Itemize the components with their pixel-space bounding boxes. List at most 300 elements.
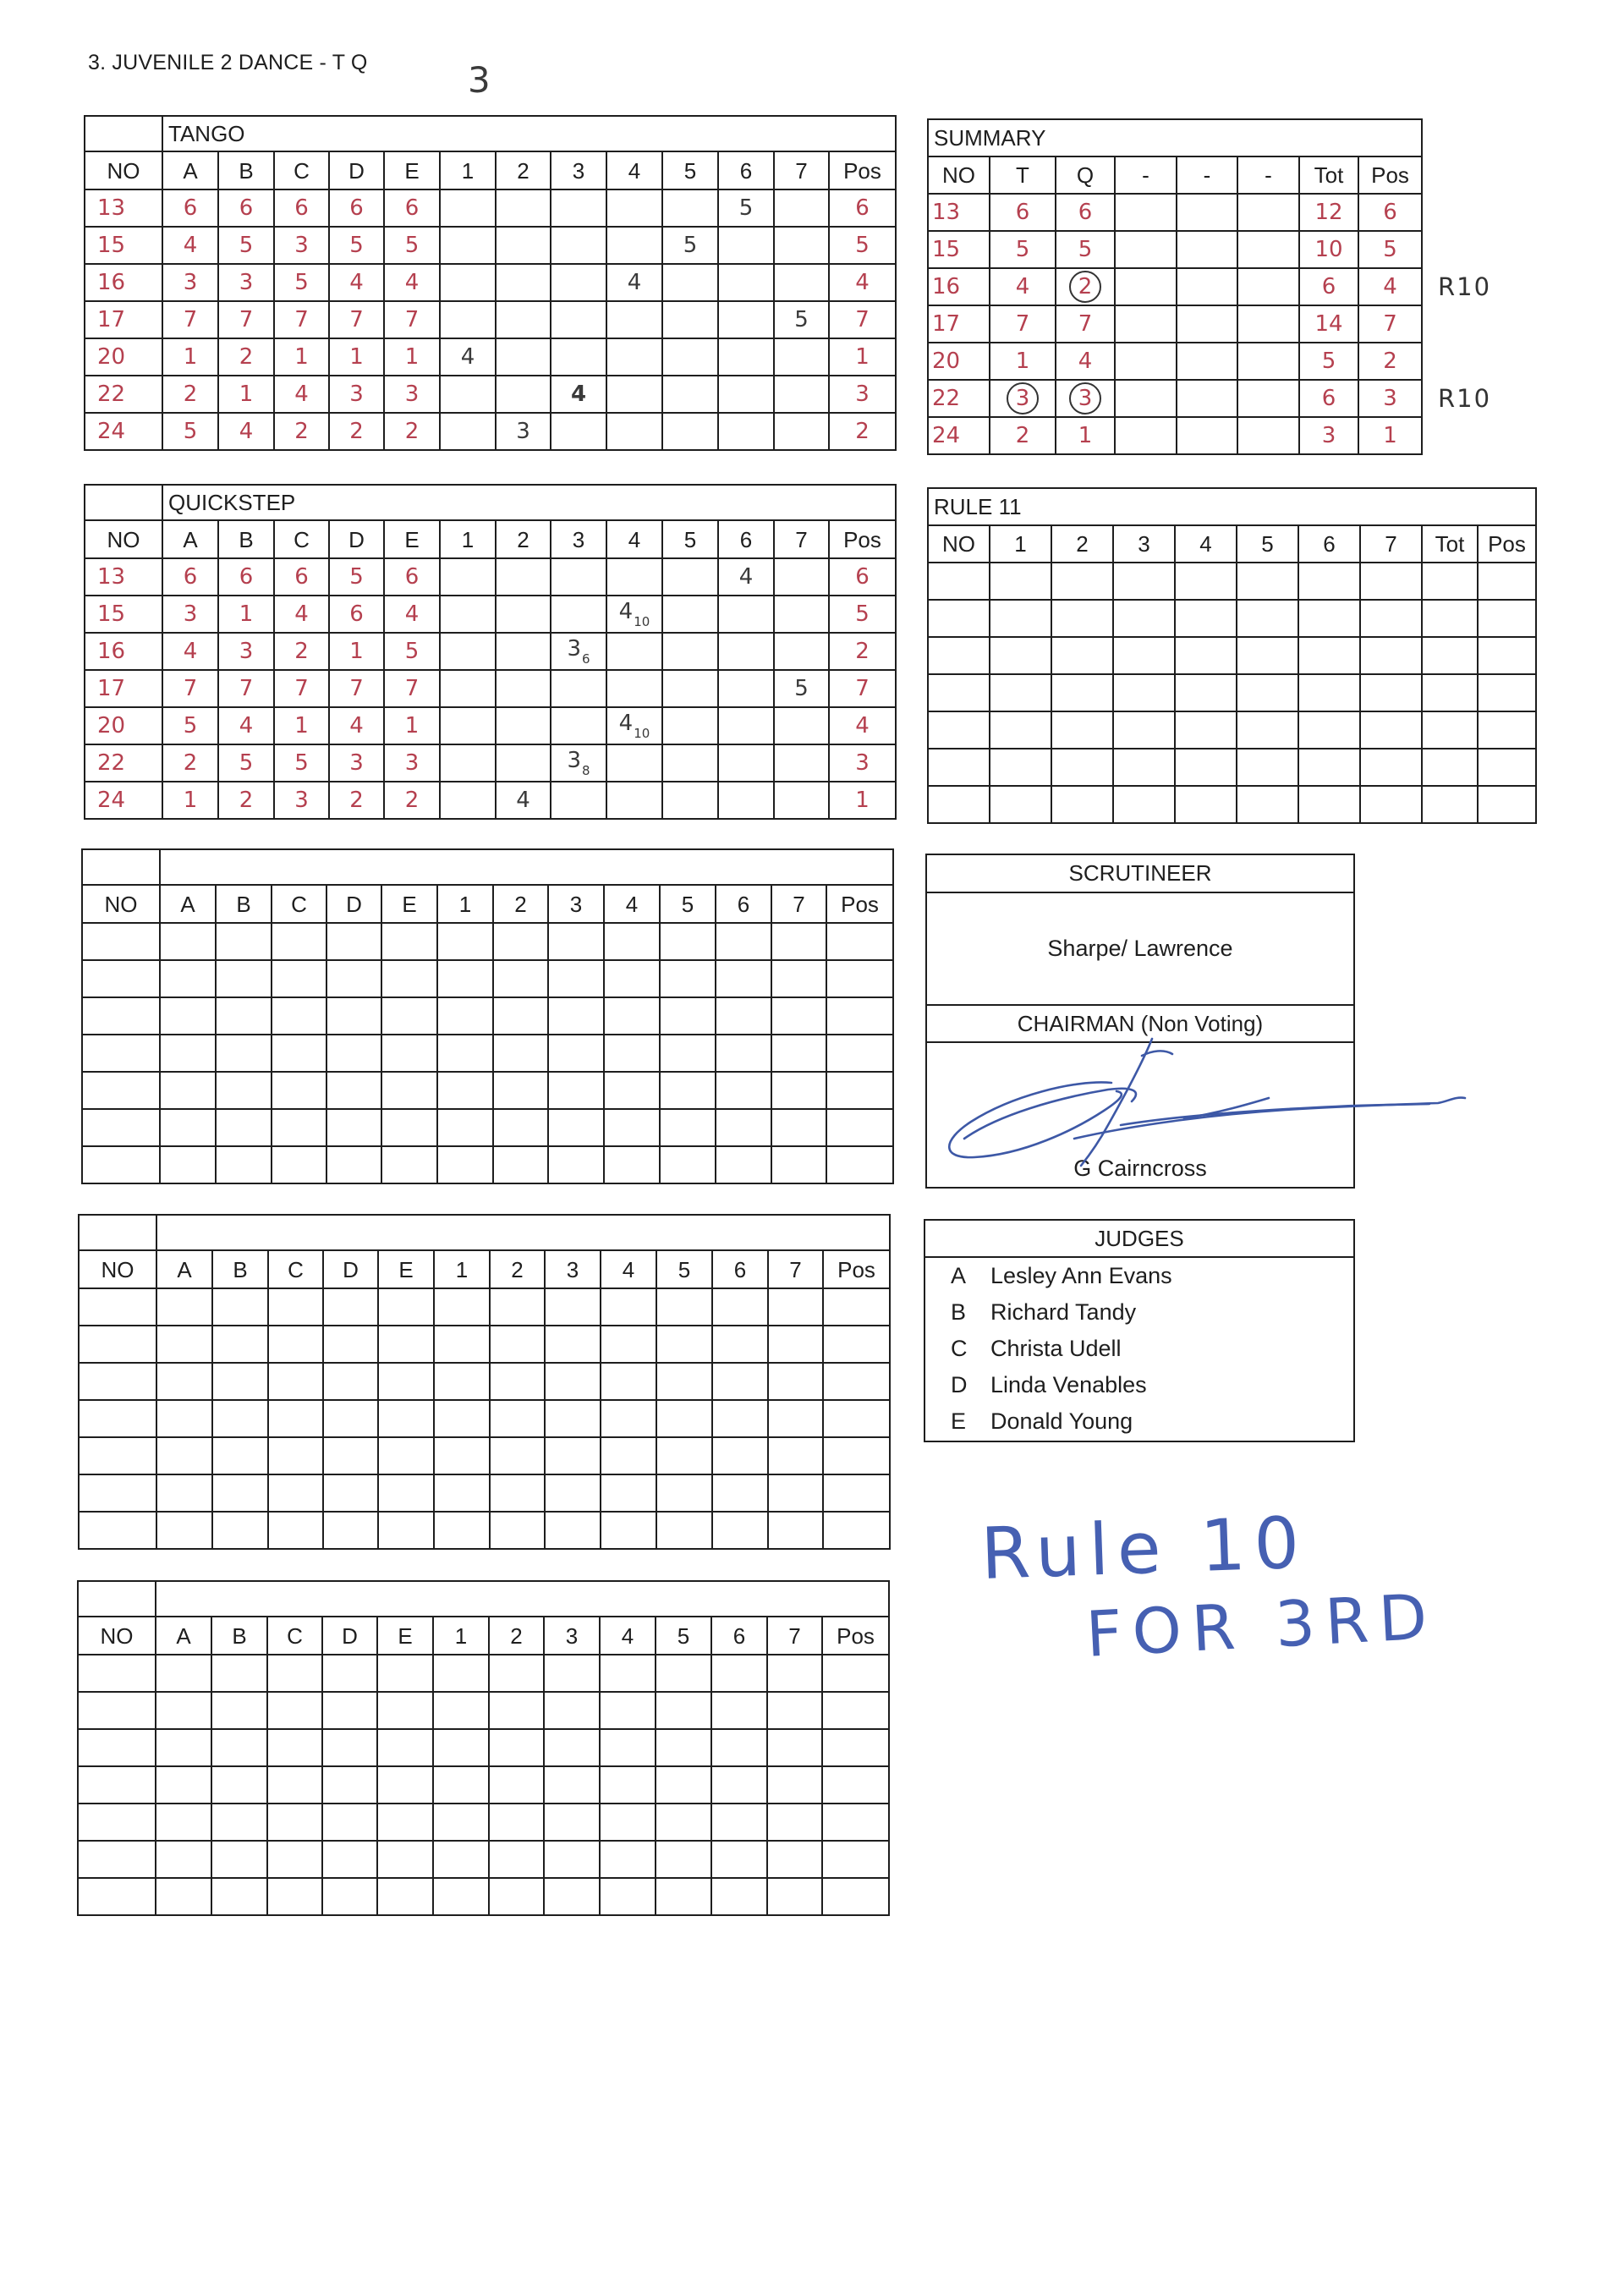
empty-cell — [1177, 417, 1237, 454]
count-value: 5 — [738, 195, 754, 221]
majority-count-cell — [551, 413, 606, 450]
dance-title-blank — [160, 849, 893, 885]
majority-count-cell — [434, 1326, 490, 1363]
empty-cell — [1298, 711, 1360, 749]
majority-count-cell — [551, 376, 606, 413]
column-header: 4 — [606, 520, 662, 558]
majority-count-cell — [660, 1072, 716, 1109]
final-position: 2 — [1358, 343, 1422, 380]
competitor-number: 15 — [85, 227, 162, 264]
judge-mark: 7 — [384, 301, 440, 338]
judge-mark: 7 — [162, 301, 218, 338]
majority-count-cell — [771, 1072, 826, 1109]
majority-count-cell — [548, 1072, 604, 1109]
column-header: 2 — [493, 885, 548, 923]
majority-count-cell — [493, 997, 548, 1035]
competitor-number — [78, 1655, 156, 1692]
judge-mark — [272, 1072, 326, 1109]
column-header: 7 — [768, 1250, 823, 1288]
majority-count-cell — [545, 1512, 601, 1549]
majority-count-cell — [656, 1437, 712, 1474]
majority-count-cell — [545, 1437, 601, 1474]
column-header: 3 — [548, 885, 604, 923]
judge-mark — [267, 1655, 322, 1692]
majority-count-cell — [768, 1437, 823, 1474]
judge-mark: 5 — [329, 227, 384, 264]
majority-count-cell — [767, 1655, 822, 1692]
placing — [826, 923, 893, 960]
judge-mark: 6 — [329, 596, 384, 633]
majority-count-cell — [437, 960, 493, 997]
dance-placing — [1056, 380, 1115, 417]
judge-row — [925, 1403, 1353, 1440]
judge-mark: 6 — [162, 189, 218, 227]
majority-count-cell — [496, 670, 551, 707]
majority-count-cell — [718, 227, 774, 264]
count-value: 5 — [794, 307, 809, 332]
count-value: 3 — [567, 635, 581, 662]
judge-mark — [381, 1109, 437, 1146]
judge-mark — [267, 1878, 322, 1915]
judge-mark — [377, 1766, 433, 1804]
majority-count-cell — [662, 301, 718, 338]
table-row — [928, 563, 1536, 600]
judge-mark — [381, 1072, 437, 1109]
majority-count-cell — [496, 782, 551, 819]
judge-mark — [216, 1072, 272, 1109]
judge-mark — [156, 1400, 212, 1437]
judge-mark — [216, 1109, 272, 1146]
judge-mark — [160, 1072, 216, 1109]
judge-row — [925, 1258, 1353, 1294]
judge-mark — [212, 1288, 268, 1326]
majority-count-cell — [489, 1878, 544, 1915]
competitor-number — [82, 1109, 160, 1146]
placing — [823, 1474, 890, 1512]
empty-cell — [1237, 637, 1298, 674]
judge-mark — [326, 923, 381, 960]
majority-count-cell — [496, 376, 551, 413]
majority-count-cell — [768, 1474, 823, 1512]
judge-mark — [323, 1512, 378, 1549]
empty-cell — [1051, 786, 1113, 823]
judge-mark — [156, 1474, 212, 1512]
majority-count-cell — [662, 413, 718, 450]
competitor-number: 24 — [928, 417, 990, 454]
judge-mark — [381, 1146, 437, 1183]
empty-cell — [1051, 674, 1113, 711]
empty-cell — [990, 711, 1051, 749]
majority-count-cell — [604, 923, 660, 960]
column-header: 4 — [606, 151, 662, 189]
judge-mark: 2 — [384, 782, 440, 819]
majority-count-cell — [434, 1512, 490, 1549]
placing: 3 — [829, 744, 896, 782]
majority-count-cell — [774, 301, 829, 338]
majority-count-cell — [656, 1474, 712, 1512]
judge-mark: 5 — [274, 744, 329, 782]
blank-scoresheet-table — [81, 848, 894, 1184]
column-header: B — [216, 885, 272, 923]
column-header: C — [274, 520, 329, 558]
majority-count-cell — [551, 633, 606, 670]
column-header: E — [377, 1617, 433, 1655]
column-header: 2 — [1051, 525, 1113, 563]
majority-count-cell — [434, 1363, 490, 1400]
majority-count-cell — [606, 413, 662, 450]
majority-count-cell — [711, 1692, 767, 1729]
judges-box — [924, 1219, 1355, 1442]
circled-placing: 3 — [1007, 382, 1039, 415]
table-row — [928, 343, 1422, 380]
empty-cell — [1051, 637, 1113, 674]
column-header: Pos — [826, 885, 893, 923]
table-row — [79, 1288, 890, 1326]
empty-cell — [1113, 637, 1175, 674]
judge-mark: 5 — [384, 633, 440, 670]
placing — [822, 1692, 889, 1729]
majority-count-cell — [493, 923, 548, 960]
judge-mark: 2 — [274, 413, 329, 450]
column-header: 6 — [1298, 525, 1360, 563]
majority-count-cell — [437, 1146, 493, 1183]
judge-mark — [322, 1692, 377, 1729]
judge-mark — [323, 1474, 378, 1512]
judge-mark — [211, 1804, 267, 1841]
empty-cell — [1177, 343, 1237, 380]
rule-10-note: R10 — [1438, 384, 1492, 413]
majority-count-cell — [712, 1400, 768, 1437]
empty-cell — [1113, 749, 1175, 786]
competitor-number — [82, 997, 160, 1035]
column-header: NO — [928, 156, 990, 194]
competitor-number — [79, 1437, 156, 1474]
judge-mark — [323, 1437, 378, 1474]
majority-count-cell — [440, 744, 496, 782]
placing — [822, 1655, 889, 1692]
empty-cell — [990, 674, 1051, 711]
majority-count-cell — [712, 1512, 768, 1549]
judge-row — [925, 1294, 1353, 1331]
majority-count-cell — [600, 1804, 656, 1841]
majority-count-cell — [496, 227, 551, 264]
majority-count-cell — [496, 707, 551, 744]
column-header: 3 — [545, 1250, 601, 1288]
majority-count-cell — [767, 1804, 822, 1841]
judge-mark — [216, 997, 272, 1035]
judge-mark — [156, 1692, 211, 1729]
column-header: 4 — [1175, 525, 1237, 563]
majority-count-cell — [551, 227, 606, 264]
judge-mark: 3 — [274, 227, 329, 264]
majority-count-cell — [656, 1512, 712, 1549]
judge-name: Christa Udell — [990, 1336, 1122, 1361]
majority-count-cell — [437, 923, 493, 960]
majority-count-cell — [601, 1288, 656, 1326]
judge-mark — [156, 1729, 211, 1766]
majority-count-cell — [604, 1146, 660, 1183]
final-position: 1 — [1358, 417, 1422, 454]
empty-cell — [1237, 417, 1299, 454]
majority-count-cell — [496, 744, 551, 782]
empty-cell — [1237, 674, 1298, 711]
judge-mark — [160, 923, 216, 960]
majority-count-cell — [718, 633, 774, 670]
judge-mark: 1 — [329, 338, 384, 376]
handwritten-event-number: 3 — [468, 59, 491, 101]
placing: 5 — [829, 227, 896, 264]
rule-11-title: RULE 11 — [928, 488, 1536, 525]
judge-mark — [268, 1326, 323, 1363]
judge-mark: 4 — [274, 376, 329, 413]
column-header: D — [329, 151, 384, 189]
competitor-number — [79, 1400, 156, 1437]
table-row — [82, 1109, 893, 1146]
judge-mark — [326, 960, 381, 997]
dance-placing: 1 — [990, 343, 1056, 380]
column-header: D — [329, 520, 384, 558]
majority-count-cell — [606, 301, 662, 338]
judge-mark: 7 — [384, 670, 440, 707]
competitor-number: 16 — [85, 264, 162, 301]
table-row — [82, 1146, 893, 1183]
column-header: 4 — [604, 885, 660, 923]
judge-mark — [268, 1400, 323, 1437]
judge-mark — [322, 1766, 377, 1804]
competitor-number — [82, 923, 160, 960]
majority-count-cell — [660, 1035, 716, 1072]
majority-count-cell — [440, 413, 496, 450]
competitor-number — [78, 1729, 156, 1766]
quickstep-scoresheet-table — [84, 484, 897, 820]
competitor-number — [79, 1474, 156, 1512]
majority-count-cell — [771, 960, 826, 997]
majority-count-cell — [711, 1729, 767, 1766]
judge-mark — [156, 1766, 211, 1804]
majority-count-cell — [771, 1146, 826, 1183]
judge-mark: 7 — [162, 670, 218, 707]
judge-mark — [212, 1326, 268, 1363]
column-header-row — [928, 156, 1422, 194]
majority-count-cell — [662, 633, 718, 670]
judge-mark — [323, 1326, 378, 1363]
column-header: NO — [85, 520, 162, 558]
majority-count-cell — [433, 1729, 489, 1766]
majority-count-cell — [440, 596, 496, 633]
column-header: 6 — [718, 151, 774, 189]
table-title-row — [85, 116, 896, 151]
majority-count-cell — [662, 782, 718, 819]
empty-cell — [1177, 380, 1237, 417]
majority-count-cell — [771, 1109, 826, 1146]
majority-count-cell — [718, 413, 774, 450]
competitor-number — [78, 1878, 156, 1915]
count-subscript: 10 — [634, 725, 650, 741]
judge-mark — [267, 1766, 322, 1804]
majority-count-cell — [711, 1766, 767, 1804]
dance-placing: 5 — [1056, 231, 1115, 268]
placing — [822, 1878, 889, 1915]
majority-count-cell — [656, 1692, 711, 1729]
majority-count-cell — [656, 1363, 712, 1400]
majority-count-cell — [440, 707, 496, 744]
judge-mark: 3 — [218, 264, 274, 301]
majority-count-cell — [768, 1288, 823, 1326]
empty-cell — [1051, 563, 1113, 600]
column-header: 3 — [544, 1617, 600, 1655]
judge-mark: 4 — [384, 596, 440, 633]
count-value: 4 — [738, 564, 754, 590]
judge-mark: 4 — [329, 264, 384, 301]
dance-placing — [1056, 268, 1115, 305]
column-header: NO — [79, 1250, 156, 1288]
table-row — [85, 264, 896, 301]
table-row — [79, 1474, 890, 1512]
majority-count-cell — [545, 1363, 601, 1400]
judge-mark — [212, 1437, 268, 1474]
table-row — [78, 1804, 889, 1841]
judge-mark — [378, 1326, 434, 1363]
table-row — [85, 596, 896, 633]
empty-cell — [1478, 674, 1536, 711]
majority-count-cell — [656, 1288, 712, 1326]
judge-mark: 7 — [274, 301, 329, 338]
majority-count-cell — [434, 1474, 490, 1512]
competitor-number — [79, 1363, 156, 1400]
table-row — [85, 744, 896, 782]
judge-mark — [322, 1841, 377, 1878]
majority-count-cell — [771, 923, 826, 960]
competitor-number: 20 — [85, 338, 162, 376]
column-header: Q — [1056, 156, 1115, 194]
count-value: 4 — [460, 344, 475, 370]
count-subscript: 6 — [582, 651, 590, 667]
column-header: C — [268, 1250, 323, 1288]
table-row — [79, 1512, 890, 1549]
table-row — [79, 1437, 890, 1474]
empty-cell — [928, 711, 990, 749]
chairman-name: G Cairncross — [1073, 1156, 1207, 1181]
table-row — [78, 1841, 889, 1878]
column-header: 5 — [656, 1617, 711, 1655]
judge-mark — [323, 1363, 378, 1400]
competitor-number: 20 — [928, 343, 990, 380]
dance-title: TANGO — [162, 116, 896, 151]
majority-count-cell — [606, 264, 662, 301]
judge-mark — [267, 1692, 322, 1729]
blank-scoresheet-table — [78, 1214, 891, 1550]
empty-cell — [1177, 268, 1237, 305]
handwritten-note-line-1: Rule 10 — [979, 1501, 1309, 1595]
placing — [826, 1146, 893, 1183]
empty-cell — [1478, 563, 1536, 600]
judge-mark — [211, 1878, 267, 1915]
majority-count-cell — [606, 338, 662, 376]
judge-mark: 3 — [329, 376, 384, 413]
judge-mark — [267, 1729, 322, 1766]
majority-count-cell — [551, 189, 606, 227]
column-header: 3 — [551, 520, 606, 558]
judge-mark: 7 — [274, 670, 329, 707]
majority-count-cell — [656, 1841, 711, 1878]
majority-count-cell — [606, 670, 662, 707]
majority-count-cell — [774, 596, 829, 633]
judge-mark — [272, 1146, 326, 1183]
table-title-row — [82, 849, 893, 885]
empty-cell — [1422, 563, 1478, 600]
majority-count-cell — [489, 1729, 544, 1766]
dance-placing: 7 — [1056, 305, 1115, 343]
majority-count-cell — [489, 1655, 544, 1692]
table-title-row — [85, 485, 896, 520]
majority-count-cell — [493, 1035, 548, 1072]
table-row — [928, 380, 1422, 417]
table-row — [85, 338, 896, 376]
tango-scoresheet-table — [84, 115, 897, 451]
judge-mark — [381, 960, 437, 997]
majority-count-cell — [544, 1804, 600, 1841]
column-header: Pos — [829, 520, 896, 558]
table-row — [928, 268, 1422, 305]
empty-cell — [928, 637, 990, 674]
column-header: - — [1115, 156, 1177, 194]
majority-count-cell — [774, 633, 829, 670]
judge-mark — [216, 923, 272, 960]
judge-mark — [267, 1804, 322, 1841]
judge-mark: 3 — [218, 633, 274, 670]
judge-mark — [381, 1035, 437, 1072]
majority-count-cell — [548, 997, 604, 1035]
dance-placing: 6 — [990, 194, 1056, 231]
majority-count-cell — [434, 1437, 490, 1474]
majority-count-cell — [490, 1326, 545, 1363]
majority-count-cell — [606, 707, 662, 744]
column-header-row — [85, 520, 896, 558]
dance-title-blank — [156, 1581, 889, 1617]
majority-count-cell — [768, 1400, 823, 1437]
title-spacer-cell — [79, 1215, 156, 1250]
column-header: Tot — [1299, 156, 1358, 194]
summary-table — [927, 118, 1423, 455]
column-header-row — [85, 151, 896, 189]
table-row — [85, 189, 896, 227]
placing — [826, 997, 893, 1035]
judge-mark — [322, 1878, 377, 1915]
table-title-row — [928, 488, 1536, 525]
competitor-number: 22 — [928, 380, 990, 417]
majority-count-cell — [493, 1109, 548, 1146]
column-header: 6 — [716, 885, 771, 923]
majority-count-cell — [490, 1474, 545, 1512]
majority-count-cell — [604, 1035, 660, 1072]
majority-count-cell — [606, 227, 662, 264]
majority-count-cell — [662, 596, 718, 633]
judge-mark: 5 — [274, 264, 329, 301]
column-header: A — [160, 885, 216, 923]
judges-heading: JUDGES — [925, 1221, 1353, 1258]
count-value: 4 — [627, 270, 642, 295]
judge-mark — [212, 1400, 268, 1437]
judge-row — [925, 1331, 1353, 1367]
empty-cell — [1422, 749, 1478, 786]
majority-count-cell — [440, 264, 496, 301]
majority-count-cell — [601, 1474, 656, 1512]
judge-mark — [268, 1437, 323, 1474]
table-row — [85, 301, 896, 338]
empty-cell — [1478, 749, 1536, 786]
column-header: D — [322, 1617, 377, 1655]
column-header: - — [1237, 156, 1299, 194]
